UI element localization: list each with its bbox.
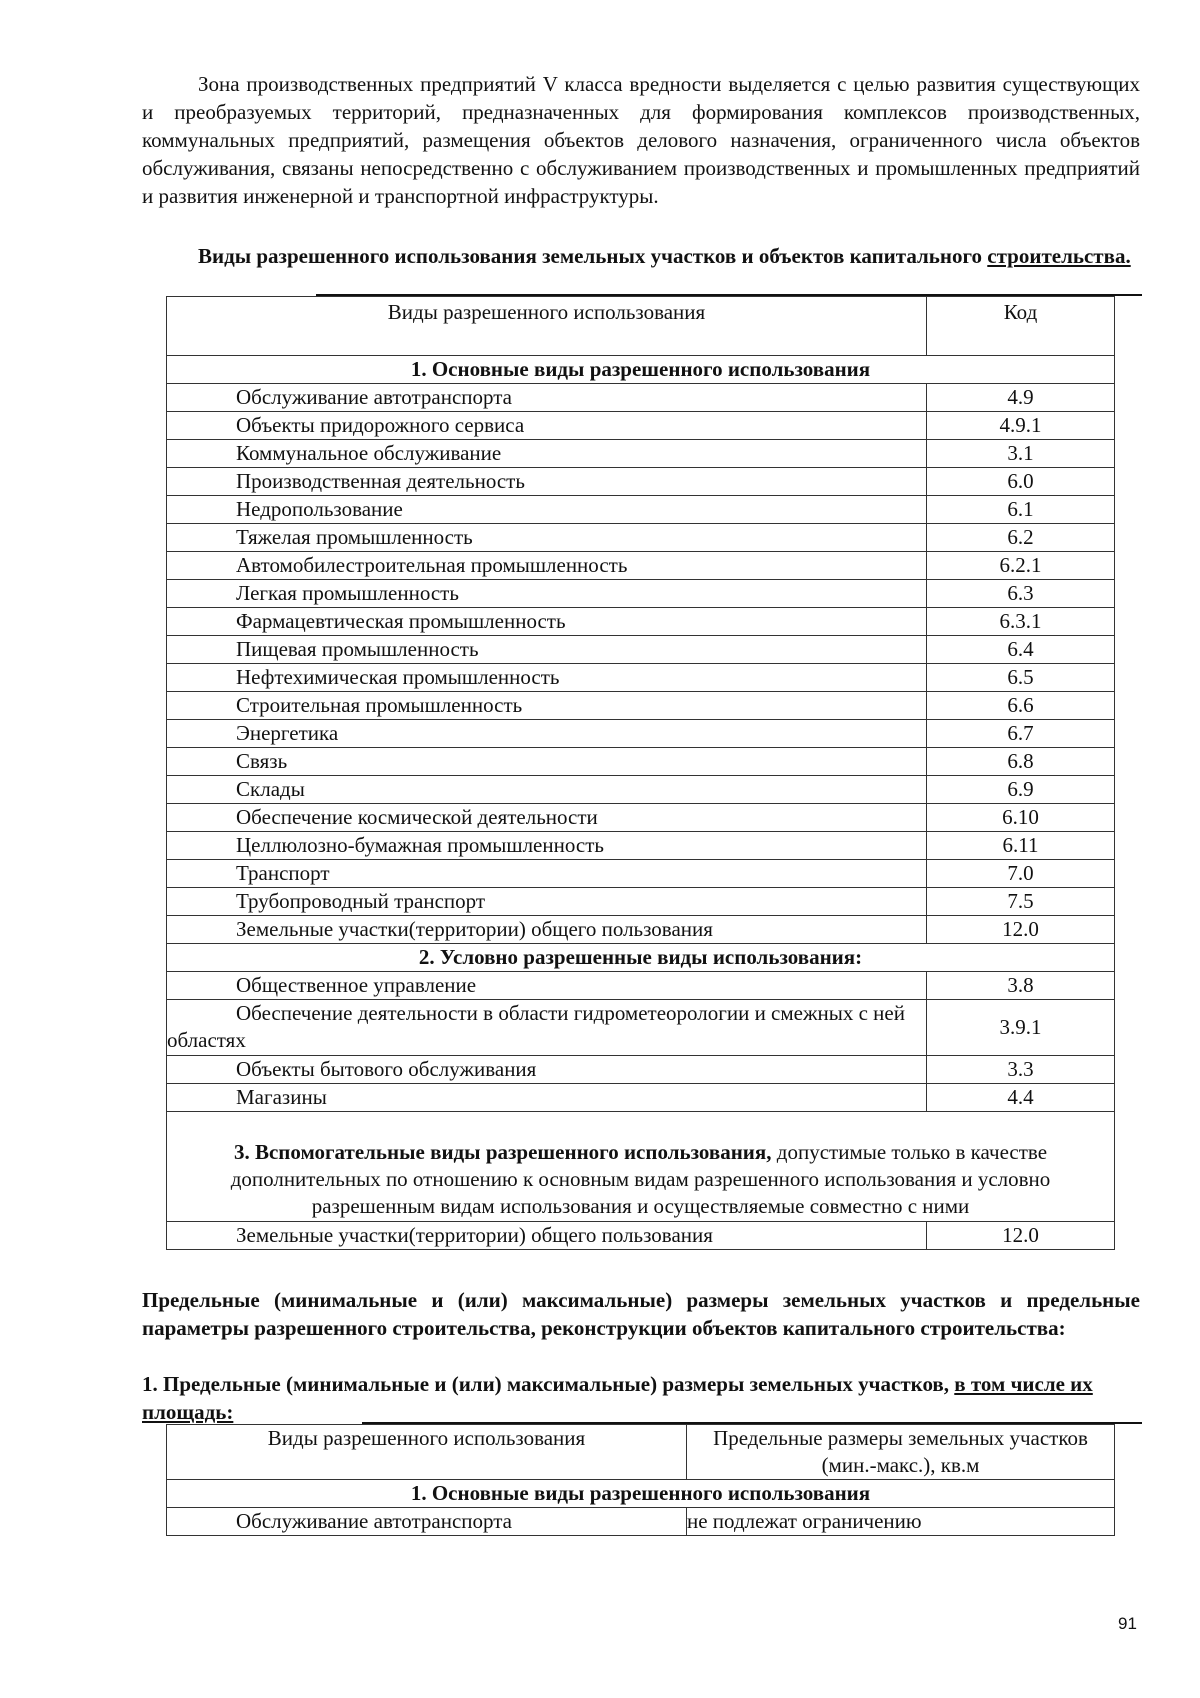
use-code-cell: 6.8 (927, 748, 1115, 776)
use-name-cell: Коммунальное обслуживание (167, 440, 927, 468)
table-row (167, 720, 1115, 748)
use-code-cell: 6.10 (927, 804, 1115, 832)
use-name-cell: Связь (167, 748, 927, 776)
table-row (167, 1084, 1115, 1112)
plot-size-heading: 1. Предельные (минимальные и (или) максимальные) размеры земельных участков, в том числе их площадь: (142, 1372, 1093, 1424)
use-code-cell: 6.7 (927, 720, 1115, 748)
size-limit-cell: не подлежат ограничению (687, 1508, 1115, 1536)
column-header-use: Виды разрешенного использования (167, 297, 927, 356)
use-name-cell: Строительная промышленность (167, 692, 927, 720)
section-row (167, 1480, 1115, 1508)
table-row (167, 1222, 1115, 1250)
section-title: 1. Основные виды разрешенного использования (167, 1480, 1115, 1508)
section-row (167, 944, 1115, 972)
use-code-cell: 6.0 (927, 468, 1115, 496)
table-row (167, 664, 1115, 692)
use-code-cell: 7.5 (927, 888, 1115, 916)
table-row (167, 524, 1115, 552)
use-name-cell: Автомобилестроительная промышленность (167, 552, 927, 580)
use-code-cell: 4.9.1 (927, 412, 1115, 440)
table-row (167, 1000, 1115, 1056)
table-row (167, 692, 1115, 720)
column-header-code: Код (927, 297, 1115, 356)
use-code-cell: 3.1 (927, 440, 1115, 468)
table-row (167, 916, 1115, 944)
use-name-cell: Магазины (167, 1084, 927, 1112)
allowed-uses-table (166, 296, 1115, 1250)
table-header-row (167, 1425, 1115, 1480)
use-name-cell: Земельные участки(территории) общего пользования (167, 1222, 927, 1250)
intro-paragraph: Зона производственных предприятий V класса вредности выделяется с целью развития существующих и преобразуемых территорий, предназначенных для формирования комплексов производственных, коммунальных предприятий, размещения объектов делового назначения, ограниченного числа объектов обслуживания, связаны непосредственно с обслуживанием производственных и промышленных предприятий и развития инженерной и транспортной инфраструктуры. (142, 72, 1140, 208)
use-name-cell: Производственная деятельность (167, 468, 927, 496)
table-row (167, 384, 1115, 412)
section-row (167, 356, 1115, 384)
column-header-size: Предельные размеры земельных участков (мин.-макс.), кв.м (687, 1425, 1115, 1480)
use-name-cell: Обслуживание автотранспорта (167, 384, 927, 412)
page-number: 91 (1118, 1614, 1137, 1633)
table-row (167, 776, 1115, 804)
table-row (167, 832, 1115, 860)
use-code-cell: 6.6 (927, 692, 1115, 720)
use-name-cell: Легкая промышленность (167, 580, 927, 608)
table-row (167, 552, 1115, 580)
use-name-cell: Транспорт (167, 860, 927, 888)
use-code-cell: 4.9 (927, 384, 1115, 412)
table-row (167, 804, 1115, 832)
use-code-cell: 12.0 (927, 1222, 1115, 1250)
use-code-cell: 6.9 (927, 776, 1115, 804)
table-row (167, 1508, 1115, 1536)
use-code-cell: 6.11 (927, 832, 1115, 860)
use-name-cell: Нефтехимическая промышленность (167, 664, 927, 692)
table-row (167, 888, 1115, 916)
use-code-cell: 6.2.1 (927, 552, 1115, 580)
use-name-cell: Фармацевтическая промышленность (167, 608, 927, 636)
use-code-cell: 7.0 (927, 860, 1115, 888)
use-name-cell: Трубопроводный транспорт (167, 888, 927, 916)
allowed-uses-heading: Виды разрешенного использования земельных участков и объектов капитального строительства. (198, 244, 1131, 268)
use-code-cell: 6.4 (927, 636, 1115, 664)
table-row (167, 412, 1115, 440)
table-row (167, 440, 1115, 468)
use-code-cell: 3.8 (927, 972, 1115, 1000)
use-name-cell: Недропользование (167, 496, 927, 524)
table-row (167, 608, 1115, 636)
use-code-cell: 4.4 (927, 1084, 1115, 1112)
use-name-cell: Целлюлозно-бумажная промышленность (167, 832, 927, 860)
table-row (167, 636, 1115, 664)
section-title: 1. Основные виды разрешенного использования (167, 356, 1115, 384)
use-name-cell: Тяжелая промышленность (167, 524, 927, 552)
section-row (167, 1112, 1115, 1222)
use-name-cell: Обслуживание автотранспорта (167, 1508, 687, 1536)
table-row (167, 748, 1115, 776)
use-code-cell: 12.0 (927, 916, 1115, 944)
column-header-use: Виды разрешенного использования (167, 1425, 687, 1480)
use-name-cell: Склады (167, 776, 927, 804)
use-name-cell: Объекты бытового обслуживания (167, 1056, 927, 1084)
use-name-cell: Объекты придорожного сервиса (167, 412, 927, 440)
use-name-cell: Обеспечение космической деятельности (167, 804, 927, 832)
use-name-cell: Энергетика (167, 720, 927, 748)
use-code-cell: 6.3.1 (927, 608, 1115, 636)
table-row (167, 860, 1115, 888)
use-name-cell: Обеспечение деятельности в области гидрометеорологии и смежных с ней областях (167, 1000, 927, 1056)
use-code-cell: 6.3 (927, 580, 1115, 608)
use-name-cell: Пищевая промышленность (167, 636, 927, 664)
use-name-cell: Земельные участки(территории) общего пользования (167, 916, 927, 944)
use-code-cell: 3.9.1 (927, 1000, 1115, 1056)
limits-heading: Предельные (минимальные и (или) максимальные) размеры земельных участков и предельные параметры разрешенного строительства, реконструкции объектов капитального строительства: (142, 1288, 1140, 1340)
use-code-cell: 6.2 (927, 524, 1115, 552)
use-code-cell: 3.3 (927, 1056, 1115, 1084)
table-header-row (167, 297, 1115, 356)
use-name-cell: Общественное управление (167, 972, 927, 1000)
table-row (167, 468, 1115, 496)
use-code-cell: 6.1 (927, 496, 1115, 524)
use-code-cell: 6.5 (927, 664, 1115, 692)
table-row (167, 496, 1115, 524)
section-title: 2. Условно разрешенные виды использования: (167, 944, 1115, 972)
table-row (167, 972, 1115, 1000)
plot-size-table (166, 1424, 1115, 1536)
section-title: 3. Вспомогательные виды разрешенного использования, допустимые только в качестве дополнительных по отношению к основным видам разрешенного использования и условно разрешенным видам использования и осуществляемые совместно с ними (167, 1112, 1115, 1222)
table-row (167, 1056, 1115, 1084)
table-row (167, 580, 1115, 608)
